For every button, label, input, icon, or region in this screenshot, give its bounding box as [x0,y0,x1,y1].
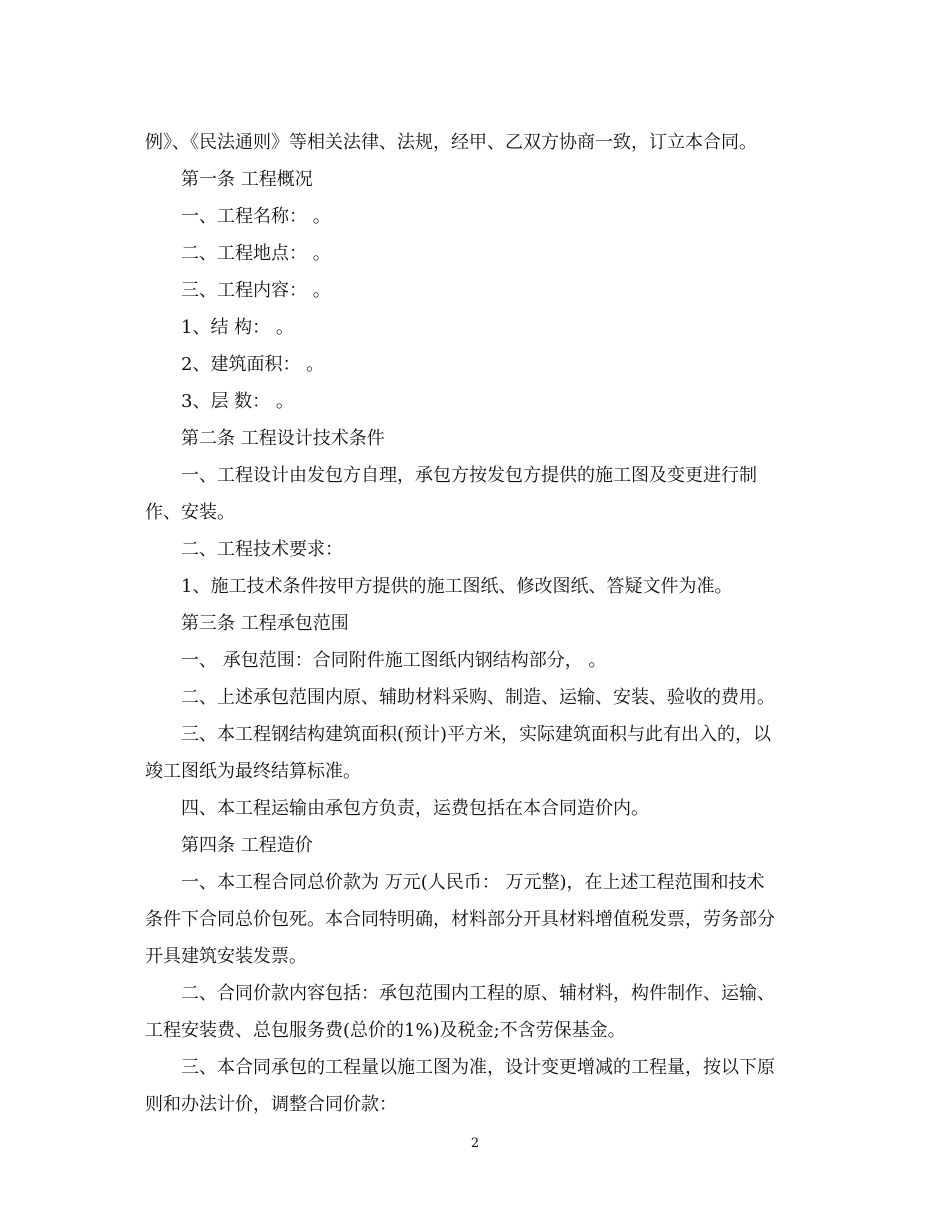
paragraph-line: 二、合同价款内容包括：承包范围内工程的原、辅材料，构件制作、运输、 [181,983,775,1004]
paragraph-line: 作、安装。 [145,502,235,523]
section-heading: 第二条 工程设计技术条件 [181,428,385,449]
paragraph-line: 一、工程名称： 。 [181,206,331,227]
paragraph-line: 一、本工程合同总价款为 万元(人民币： 万元整)，在上述工程范围和技术 [181,872,765,893]
paragraph-line: 三、工程内容： 。 [181,280,331,301]
paragraph-line: 1、结 构： 。 [181,317,294,338]
paragraph-line: 条件下合同总价包死。本合同特明确，材料部分开具材料增值税发票，劳务部分 [145,909,775,930]
page-number: 2 [470,1136,480,1151]
section-heading: 第四条 工程造价 [181,835,313,856]
paragraph-line: 例》、《民法通则》等相关法律、法规，经甲、乙双方协商一致，订立本合同。 [145,132,757,153]
paragraph-line: 二、工程技术要求： [181,539,343,560]
paragraph-line: 三、本工程钢结构建筑面积(预计)平方米，实际建筑面积与此有出入的，以 [181,724,772,745]
paragraph-line: 则和办法计价，调整合同价款： [145,1094,397,1115]
section-heading: 第一条 工程概况 [181,169,313,190]
paragraph-line: 二、上述承包范围内原、辅助材料采购、制造、运输、安装、验收的费用。 [181,687,775,708]
paragraph-line: 三、本合同承包的工程量以施工图为准，设计变更增减的工程量，按以下原 [181,1057,775,1078]
document-body [145,124,805,1123]
paragraph-line: 一、 承包范围：合同附件施工图纸内钢结构部分， 。 [181,650,607,671]
paragraph-line: 3、层 数： 。 [181,391,294,412]
paragraph-line: 工程安装费、总包服务费(总价的1%)及税金;不含劳保基金。 [145,1020,626,1041]
paragraph-line: 竣工图纸为最终结算标准。 [145,761,361,782]
paragraph-line: 一、工程设计由发包方自理，承包方按发包方提供的施工图及变更进行制 [181,465,757,486]
paragraph-line: 2、建筑面积： 。 [181,354,325,375]
section-heading: 第三条 工程承包范围 [181,613,349,634]
paragraph-line: 四、本工程运输由承包方负责，运费包括在本合同造价内。 [181,798,649,819]
paragraph-line: 二、工程地点： 。 [181,243,331,264]
paragraph-line: 开具建筑安装发票。 [145,946,307,967]
paragraph-line: 1、施工技术条件按甲方提供的施工图纸、修改图纸、答疑文件为准。 [181,576,733,597]
